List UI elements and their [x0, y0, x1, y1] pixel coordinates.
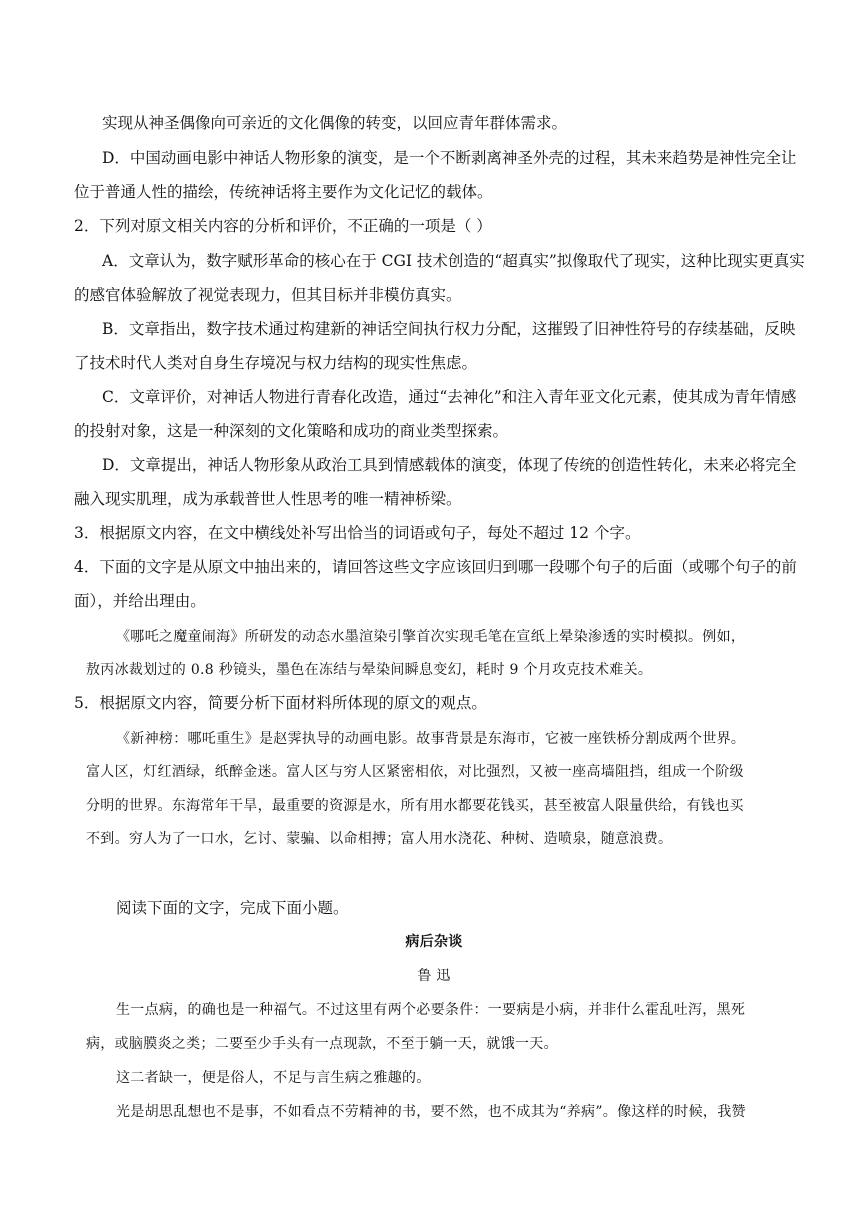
essay-paragraph-3-line-1: 光是胡思乱想也不是事，不如看点不劳精神的书，要不然，也不成其为“养病”。像这样的时候，我赞 [116, 1104, 746, 1120]
essay-paragraph-1-line-2: 病，或脑膜炎之类；二要至少手头有一点现款，不至于躺一天，就饿一天。 [86, 1036, 558, 1052]
q4-excerpt-line-2: 敖丙冰裁划过的 0.8 秒镜头，墨色在冻结与晕染间瞬息变幻，耗时 9 个月攻克技术难关。 [86, 662, 653, 678]
q2-option-b-line-2: 了技术时代人类对自身生存境况与权力结构的现实性焦虑。 [74, 354, 478, 372]
q2-option-a-line-1: A．文章认为，数字赋形革命的核心在于 CGI 技术创造的“超真实”拟像取代了现实，这种比现实更真实 [102, 252, 805, 270]
q5-material-line-4: 不到。穷人为了一口水，乞讨、蒙骗、以命相搏；富人用水浇花、种树、造喷泉，随意浪费。 [86, 831, 673, 847]
question-4-stem-line-1: 4．下面的文字是从原文中抽出来的，请回答这些文字应该回归到哪一段哪个句子的后面（或哪个句子的前 [74, 558, 797, 576]
q2-option-c-line-1: C．文章评价，对神话人物进行青春化改造，通过“去神化”和注入青年亚文化元素，使其成为青年情感 [102, 388, 797, 406]
essay-paragraph-2: 这二者缺一，便是俗人，不足与言生病之雅趣的。 [116, 1070, 431, 1086]
q2-option-b-line-1: B．文章指出，数字技术通过构建新的神话空间执行权力分配，这摧毁了旧神性符号的存续基础，反映 [102, 320, 796, 338]
essay-author: 鲁 迅 [417, 968, 451, 984]
option-d-line-2: 位于普通人性的描绘，传统神话将主要作为文化记忆的载体。 [74, 183, 493, 201]
q5-material-line-3: 分明的世界。东海常年干旱，最重要的资源是水，所有用水都要花钱买，甚至被富人限量供给，有钱也买 [86, 798, 744, 814]
q2-option-a-line-2: 的感官体验解放了视觉表现力，但其目标并非模仿真实。 [74, 286, 462, 304]
q4-excerpt-line-1: 《哪吒之魔童闹海》所研发的动态水墨渲染引擎首次实现毛笔在宣纸上晕染渗透的实时模拟。例如， [116, 629, 746, 645]
q2-option-d-line-2: 融入现实肌理，成为承载普世人性思考的唯一精神桥梁。 [74, 490, 462, 508]
question-5-stem: 5．根据原文内容，简要分析下面材料所体现的原文的观点。 [74, 694, 487, 712]
option-d-line-1: D．中国动画电影中神话人物形象的演变，是一个不断剥离神圣外壳的过程，其未来趋势是神性完全让 [102, 149, 797, 167]
question-3-stem: 3．根据原文内容，在文中横线处补写出恰当的词语或句子，每处不超过 12 个字。 [74, 524, 641, 542]
reading-instruction: 阅读下面的文字，完成下面小题。 [116, 899, 349, 917]
q2-option-c-line-2: 的投射对象，这是一种深刻的文化策略和成功的商业类型探索。 [74, 422, 509, 440]
essay-title: 病后杂谈 [405, 934, 463, 950]
q5-material-line-1: 《新神榜：哪吒重生》是赵霁执导的动画电影。故事背景是东海市，它被一座铁桥分割成两个世界。 [116, 731, 746, 747]
question-2-stem: 2．下列对原文相关内容的分析和评价，不正确的一项是（ ） [74, 217, 492, 235]
q2-option-d-line-1: D．文章提出，神话人物形象从政治工具到情感载体的演变，体现了传统的创造性转化，未来必将完全 [102, 456, 797, 474]
essay-paragraph-1-line-1: 生一点病，的确也是一种福气。不过这里有两个必要条件：一要病是小病，并非什么霍乱吐泻，黑死 [116, 1002, 746, 1018]
question-4-stem-line-2: 面），并给出理由。 [74, 592, 206, 610]
option-c-continuation: 实现从神圣偶像向可亲近的文化偶像的转变，以回应青年群体需求。 [102, 114, 568, 132]
q5-material-line-2: 富人区，灯红酒绿，纸醉金迷。富人区与穷人区紧密相依，对比强烈，又被一座高墙阻挡，组成一个阶级 [86, 764, 744, 780]
